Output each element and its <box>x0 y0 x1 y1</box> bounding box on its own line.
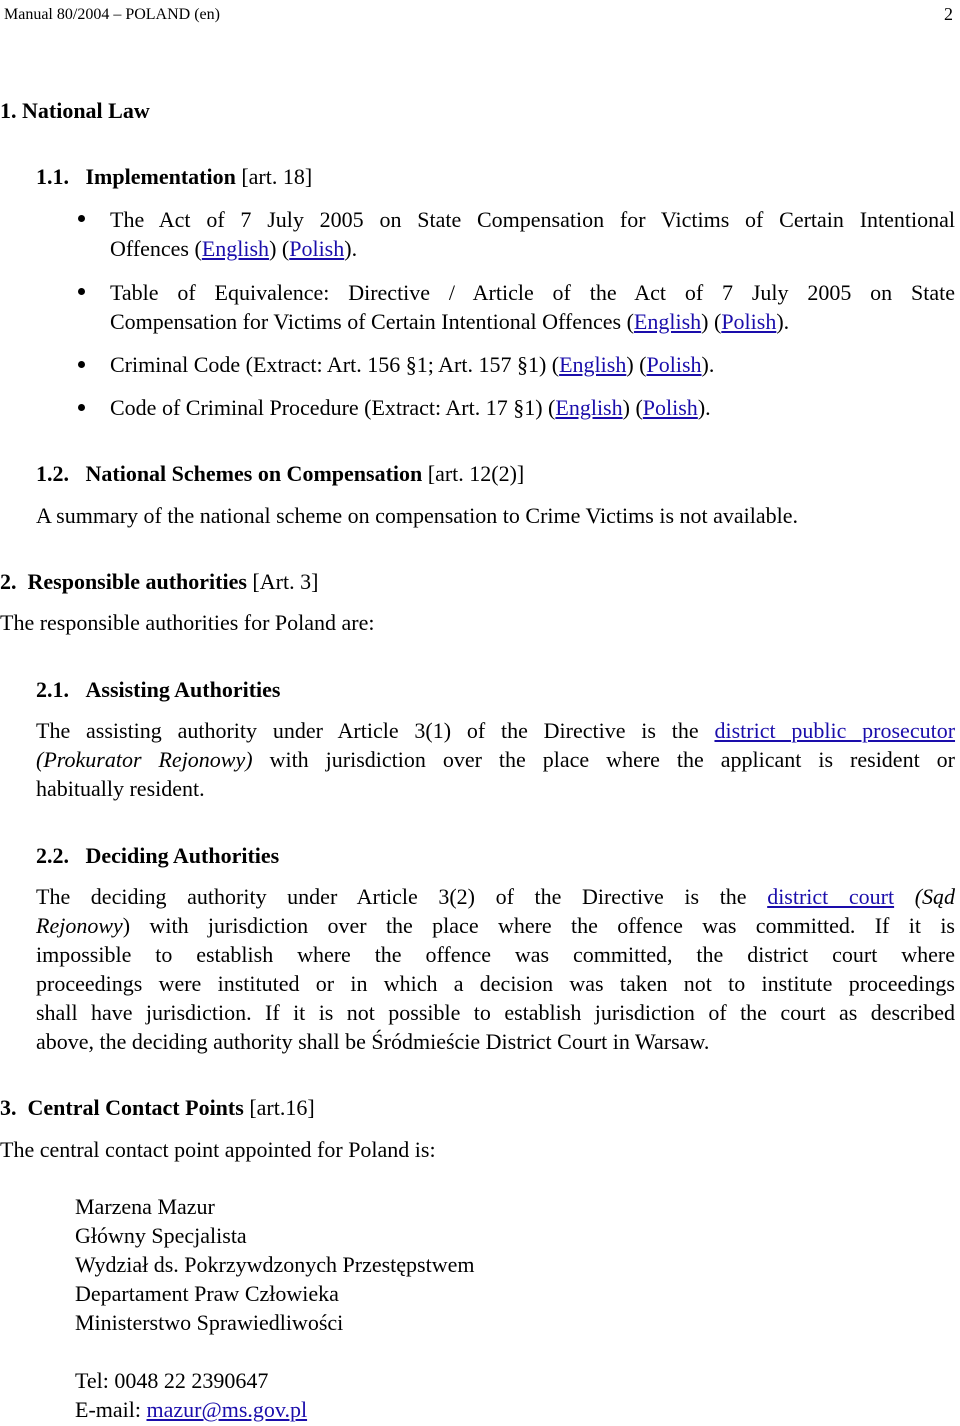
polish-link[interactable]: Polish <box>646 352 702 377</box>
bullet-icon <box>78 288 85 295</box>
section-title: Responsible authorities <box>27 569 247 594</box>
section-3-text: The central contact point appointed for Poland is: <box>0 1137 436 1162</box>
english-link[interactable]: English <box>201 236 270 261</box>
section-2-2-line3: impossible to establish where the offence was committed, the district court where <box>36 942 955 967</box>
section-number: 1.2. <box>36 461 69 486</box>
section-2-heading <box>0 567 318 596</box>
section-1-title: 1. National Law <box>0 98 150 123</box>
document-header: Manual 80/2004 – POLAND (en) <box>4 6 220 23</box>
email-link[interactable]: mazur@ms.gov.pl <box>146 1397 308 1422</box>
bullet-icon <box>78 404 85 411</box>
section-1-2-text: A summary of the national scheme on compensation to Crime Victims is not available. <box>36 503 799 528</box>
bullet-4: Code of Criminal Procedure (Extract: Art. 17 §1) (English) (Polish). <box>110 395 711 420</box>
section-number: 2.2. <box>36 843 69 868</box>
contact-email: E-mail: mazur@ms.gov.pl <box>75 1397 308 1422</box>
section-2-2-line1: The deciding authority under Article 3(2) of the Directive is the district court (Sąd <box>36 884 956 909</box>
article-ref: [art.16] <box>249 1095 315 1120</box>
section-title: Central Contact Points <box>27 1095 244 1120</box>
section-number: 2. <box>0 569 17 594</box>
contact-name: Marzena Mazur <box>75 1194 215 1219</box>
section-title: Implementation <box>85 164 236 189</box>
section-1-2-heading <box>36 459 524 488</box>
article-ref: [art. 18] <box>241 164 313 189</box>
section-2-2-line6: above, the deciding authority shall be Śródmieście District Court in Warsaw. <box>36 1029 710 1054</box>
section-2-2-line2: Rejonowy) with jurisdiction over the place where the offence was committed. If it is <box>36 913 955 938</box>
section-3-heading <box>0 1093 315 1122</box>
district-public-prosecutor-link[interactable]: district public prosecutor <box>714 718 956 743</box>
bullet-icon <box>78 361 85 368</box>
section-title: Deciding Authorities <box>85 843 280 868</box>
section-2-2-heading <box>36 841 279 870</box>
contact-department: Departament Praw Człowieka <box>75 1281 339 1306</box>
section-number: 1.1. <box>36 164 69 189</box>
section-number: 3. <box>0 1095 17 1120</box>
section-2-text: The responsible authorities for Poland are: <box>0 610 375 635</box>
bullet-icon <box>78 215 85 222</box>
section-1-1-heading <box>36 162 312 191</box>
section-2-1-heading <box>36 675 280 704</box>
polish-link[interactable]: Polish <box>289 236 345 261</box>
contact-division: Wydział ds. Pokrzywdzonych Przestępstwem <box>75 1252 475 1277</box>
contact-tel: Tel: 0048 22 2390647 <box>75 1368 269 1393</box>
bullet-3: Criminal Code (Extract: Art. 156 §1; Art. 157 §1) (English) (Polish). <box>110 352 715 377</box>
section-title: Assisting Authorities <box>85 677 281 702</box>
polish-link[interactable]: Polish <box>642 395 698 420</box>
section-number: 2.1. <box>36 677 69 702</box>
contact-ministry: Ministerstwo Sprawiedliwości <box>75 1310 344 1335</box>
section-2-1-line1: The assisting authority under Article 3(1) of the Directive is the district public prosecutor <box>36 718 956 743</box>
section-2-2-line4: proceedings were instituted or in which a decision was taken not to institute proceedings <box>36 971 955 996</box>
bullet-2-line2: Compensation for Victims of Certain Intentional Offences (English) (Polish). <box>110 309 790 334</box>
bullet-1-line1: The Act of 7 July 2005 on State Compensation for Victims of Certain Intentional <box>110 207 955 232</box>
district-court-link[interactable]: district court <box>767 884 895 909</box>
section-title: National Schemes on Compensation <box>85 461 423 486</box>
english-link[interactable]: English <box>559 352 627 377</box>
contact-position: Główny Specjalista <box>75 1223 247 1248</box>
article-ref: [art. 12(2)] <box>427 461 525 486</box>
bullet-1-line2: Offences (English) (Polish). <box>110 236 358 261</box>
section-2-1-line2: (Prokurator Rejonowy) with jurisdiction over the place where the applicant is resident or <box>36 747 955 772</box>
article-ref: [Art. 3] <box>252 569 319 594</box>
english-link[interactable]: English <box>633 309 702 334</box>
english-link[interactable]: English <box>555 395 623 420</box>
page-number: 2 <box>944 4 953 24</box>
polish-link[interactable]: Polish <box>721 309 777 334</box>
section-2-2-line5: shall have jurisdiction. If it is not possible to establish jurisdiction of the court as described <box>36 1000 955 1025</box>
bullet-2-line1: Table of Equivalence: Directive / Article of the Act of 7 July 2005 on State <box>110 280 955 305</box>
section-2-1-line3: habitually resident. <box>36 776 205 801</box>
